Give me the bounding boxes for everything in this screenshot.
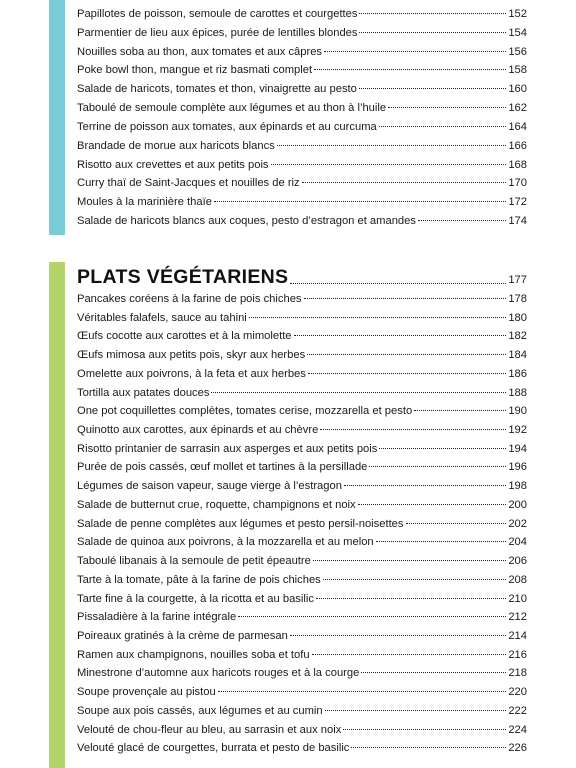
dot-leader [238,616,506,617]
recipe-title: Salade de haricots, tomates et thon, vinaigrette au pesto [77,83,357,96]
page-number: 194 [508,442,527,455]
toc-entry[interactable] [77,174,527,193]
dot-leader [325,710,507,711]
recipe-title: Salade de butternut crue, roquette, champignons et noix [77,498,356,511]
page-number: 202 [508,517,527,530]
page-number: 188 [508,386,527,399]
recipe-title: Pissaladière à la farine intégrale [77,611,237,624]
page-number: 162 [508,102,527,115]
page-number: 186 [508,367,527,380]
page-number: 156 [508,45,527,58]
dot-leader [271,164,507,165]
page-number: 184 [508,349,527,362]
page-number: 220 [508,686,527,699]
dot-leader [290,283,506,284]
dot-leader [308,373,506,374]
toc-entry[interactable] [77,99,527,118]
recipe-title: Ramen aux champignons, nouilles soba et tofu [77,648,310,661]
recipe-title: Velouté glacé de courgettes, burrata et pesto de basilic [77,742,350,755]
recipe-title: Taboulé libanais à la semoule de petit épeautre [77,555,311,568]
vegetarian-section-color-bar [49,262,65,768]
page-number: 166 [508,139,527,152]
recipe-title: Quinotto aux carottes, aux épinards et au chèvre [77,424,319,437]
dot-leader [313,560,506,561]
page-number: 158 [508,64,527,77]
recipe-title: Salade de quinoa aux poivrons, à la mozzarella et au melon [77,536,374,549]
dot-leader [277,145,507,146]
recipe-title: Terrine de poisson aux tomates, aux épinards et au curcuma [77,120,377,133]
toc-entry[interactable] [77,365,527,384]
recipe-title: Risotto aux crevettes et aux petits pois [77,158,269,171]
dot-leader [406,523,507,524]
toc-entry[interactable] [77,290,527,309]
page-number: 180 [508,311,527,324]
toc-entry[interactable] [77,309,527,328]
page-number: 182 [508,330,527,343]
recipe-title: Parmentier de lieu aux épices, purée de lentilles blondes [77,26,358,39]
vegetarian-section-heading[interactable] [77,262,527,288]
recipe-title: Œufs mimosa aux petits pois, skyr aux herbes [77,349,306,362]
toc-entry[interactable] [77,496,527,515]
recipe-title: Curry thaï de Saint-Jacques et nouilles de riz [77,177,300,190]
dot-leader [379,126,507,127]
toc-entry[interactable] [77,43,527,62]
dot-leader [359,13,506,14]
toc-entry[interactable] [77,458,527,477]
page-number: 192 [508,424,527,437]
toc-entry[interactable] [77,5,527,24]
dot-leader [302,182,507,183]
toc-entry[interactable] [77,384,527,403]
page-number: 170 [508,177,527,190]
page-number: 224 [508,723,527,736]
fish-recipes-list [77,5,527,231]
dot-leader [304,298,507,299]
dot-leader [418,220,506,221]
page-number: 160 [508,83,527,96]
page-number: 200 [508,498,527,511]
dot-leader [369,466,506,467]
recipe-title: Taboulé de semoule complète aux légumes et au thon à l’huile [77,102,387,115]
dot-leader [344,485,506,486]
toc-entry[interactable] [77,683,527,702]
toc-entry[interactable] [77,156,527,175]
toc-entry[interactable] [77,421,527,440]
toc-entry[interactable] [77,212,527,231]
page-number: 212 [508,611,527,624]
toc-entry[interactable] [77,477,527,496]
recipe-title: Minestrone d’automne aux haricots rouges et à la courge [77,667,360,680]
page-number: 154 [508,26,527,39]
toc-entry[interactable] [77,193,527,212]
dot-leader [316,598,506,599]
dot-leader [211,392,506,393]
recipe-title: Tarte fine à la courgette, à la ricotta et au basilic [77,592,314,605]
page-number: 174 [508,215,527,228]
recipe-title: Œufs cocotte aux carottes et à la mimolette [77,330,292,343]
section-title: PLATS VÉGÉTARIENS [77,266,289,288]
page-number: 204 [508,536,527,549]
toc-entry[interactable] [77,608,527,627]
recipe-title: Soupe aux pois cassés, aux légumes et au cumin [77,704,323,717]
recipe-title: Tarte à la tomate, pâte à la farine de pois chiches [77,573,321,586]
dot-leader [290,635,507,636]
page-number: 214 [508,629,527,642]
dot-leader [343,729,506,730]
page-number: 196 [508,461,527,474]
page-number: 172 [508,196,527,209]
section-page-number: 177 [508,274,527,286]
dot-leader [361,672,506,673]
dot-leader [324,51,506,52]
page-number: 168 [508,158,527,171]
recipe-title: Légumes de saison vapeur, sauge vierge à l’estragon [77,480,342,493]
dot-leader [388,107,506,108]
dot-leader [323,579,507,580]
dot-leader [414,410,506,411]
toc-entry[interactable] [77,721,527,740]
dot-leader [351,747,506,748]
page-number: 208 [508,573,527,586]
dot-leader [314,69,506,70]
dot-leader [320,429,506,430]
dot-leader [376,541,507,542]
page-number: 210 [508,592,527,605]
dot-leader [249,317,507,318]
recipe-title: Moules à la marinière thaïe [77,196,212,209]
toc-entry[interactable] [77,137,527,156]
page-number: 216 [508,648,527,661]
recipe-title: Omelette aux poivrons, à la feta et aux herbes [77,367,306,380]
toc-entry[interactable] [77,533,527,552]
recipe-title: Risotto printanier de sarrasin aux asperges et aux petits pois [77,442,378,455]
recipe-title: Pancakes coréens à la farine de pois chiches [77,293,302,305]
dot-leader [307,354,506,355]
dot-leader [218,691,507,692]
toc-entry[interactable] [77,327,527,346]
toc-entry[interactable] [77,571,527,590]
toc-entry[interactable] [77,739,527,758]
page-number: 222 [508,704,527,717]
toc-entry[interactable] [77,440,527,459]
dot-leader [312,654,507,655]
page-number: 164 [508,120,527,133]
recipe-title: Nouilles soba au thon, aux tomates et aux câpres [77,45,323,58]
toc-entry[interactable] [77,552,527,571]
toc-entry[interactable] [77,402,527,421]
recipe-title: Véritables falafels, sauce au tahini [77,311,247,324]
recipe-title: Velouté de chou-fleur au bleu, au sarrasin et aux noix [77,723,342,736]
toc-entry[interactable] [77,24,527,43]
dot-leader [294,335,507,336]
toc-entry[interactable] [77,627,527,646]
toc-entry[interactable] [77,61,527,80]
page-number: 152 [508,8,527,20]
recipe-title: One pot coquillettes complètes, tomates cerise, mozzarella et pesto [77,405,413,418]
toc-entry[interactable] [77,346,527,365]
toc-entry[interactable] [77,80,527,99]
recipe-title: Poke bowl thon, mangue et riz basmati complet [77,64,313,77]
fish-section-color-bar [49,0,65,235]
toc-entry[interactable] [77,118,527,137]
recipe-title: Brandade de morue aux haricots blancs [77,139,275,152]
vegetarian-recipes-list [77,290,527,758]
toc-entry[interactable] [77,590,527,609]
dot-leader [358,504,507,505]
toc-entry[interactable] [77,702,527,721]
toc-entry[interactable] [77,664,527,683]
page-number: 198 [508,480,527,493]
recipe-title: Soupe provençale au pistou [77,686,216,699]
recipe-title: Poireaux gratinés à la crème de parmesan [77,629,288,642]
recipe-title: Tortilla aux patates douces [77,386,210,399]
recipe-title: Purée de pois cassés, œuf mollet et tartines à la persillade [77,461,368,474]
toc-entry[interactable] [77,515,527,534]
page-number: 178 [508,293,527,305]
page-number: 190 [508,405,527,418]
recipe-title: Salade de haricots blancs aux coques, pesto d’estragon et amandes [77,215,416,228]
page-number: 226 [508,742,527,755]
dot-leader [379,448,506,449]
recipe-title: Salade de penne complètes aux légumes et pesto persil-noisettes [77,517,404,530]
dot-leader [359,32,506,33]
page-number: 206 [508,555,527,568]
toc-entry[interactable] [77,646,527,665]
page-number: 218 [508,667,527,680]
dot-leader [214,201,506,202]
dot-leader [359,88,506,89]
recipe-title: Papillotes de poisson, semoule de carottes et courgettes [77,8,358,20]
